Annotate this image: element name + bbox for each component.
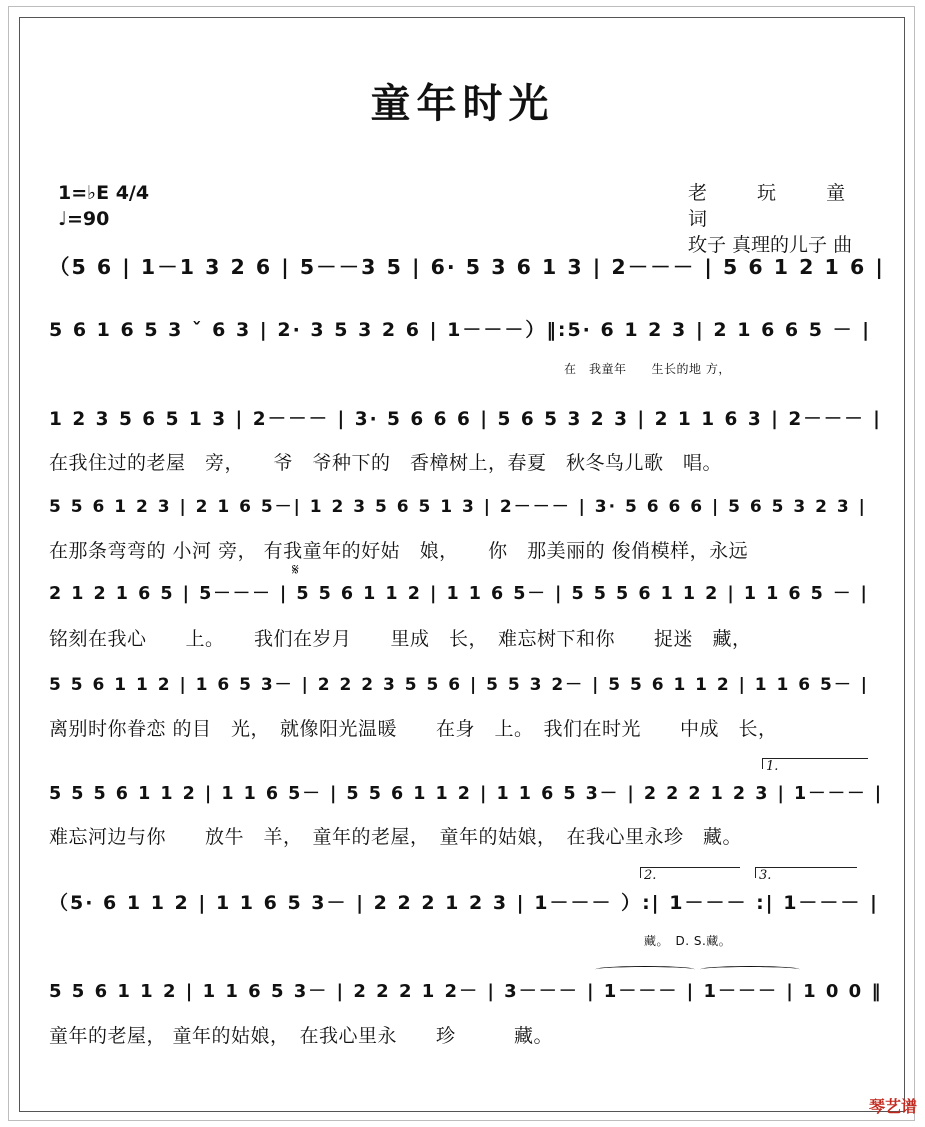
notation-line: 5 5 6 1 2 3 | 2 1 6 5－| 1 2 3 5 6 5 1 3 | 2－－－ | 3· 5 6 6 6 | 5 6 5 3 2 3 | [49,497,867,517]
lyric-line-2: 在 我童年 生长的地 方， [564,362,731,376]
lyricist-credit [688,180,884,232]
tie-arc [595,966,695,973]
song-title: 童年时光 [370,80,555,127]
composer-credit: 玫子 真理的儿子 曲 [688,234,853,256]
lyric-line-7: 难忘河边与你 放牛 羊， 童年的老屋， 童年的姑娘， 在我心里永珍 藏。 [49,826,743,848]
notation-line: 5 5 5 6 1 1 2 | 1 1 6 5－ | 5 5 6 1 1 2 | 1 1 6 5 3－ | 2 2 2 1 2 3 | 1－－－ | [49,784,884,804]
key-signature: 1=♭E 4/4 [58,182,150,204]
lyricist-text: 老 玩 童 词 [688,182,868,230]
key-tempo-block [58,180,149,232]
score-row-3 [49,405,885,431]
volta-first: 1. [762,758,868,769]
volta-third: 3. [755,867,857,878]
lyric-line-3: 在我住过的老屋 旁， 爷 爷种下的 香樟树上，春夏 秋冬鸟儿歌 唱。 [49,452,723,474]
credits-block [688,180,884,258]
volta-second: 2. [640,867,740,878]
notation-line: 5 5 6 1 1 2 | 1 6 5 3－ | 2 2 2 3 5 5 6 | 5 5 3 2－ | 5 5 6 1 1 2 | 1 1 6 5－ | [49,675,870,695]
notation-line: （5 6 | 1－1 3 2 6 | 5－－3 5 | 6· 5 3 6 1 3 | 2－－－ | 5 6 1 2 1 6 | [49,255,885,279]
tempo-marking: ♩=90 [58,208,110,230]
score-row-6 [49,670,885,695]
lyric-line-6: 离别时你眷恋 的目 光， 就像阳光温暖 在身 上。 我们在时光 中成 长， [49,718,778,740]
watermark-logo: 琴艺谱 [868,1097,917,1116]
score-row-5 [49,580,885,605]
score-row-9 [49,977,885,1003]
score-row-1 [49,250,885,280]
score-row-8 [49,888,885,915]
score-row-7 [49,780,885,805]
lyric-line-4: 在那条弯弯的 小河 旁， 有我童年的好姑 娘， 你 那美丽的 俊俏模样，永远 [49,540,749,562]
lyric-line-5: 铭刻在我心 上。 我们在岁月 里成 长， 难忘树下和你 捉迷 藏， [49,628,752,650]
tie-arc [700,966,800,973]
notation-line: 5 6 1 6 5 3 ˇ 6 3 | 2· 3 5 3 2 6 | 1－－－）‖:5· 6 1 2 3 | 2 1 6 6 5 － | [49,319,872,341]
segno-sign: 𝄋 [292,560,299,579]
notation-line: （5· 6 1 1 2 | 1 1 6 5 3－ | 2 2 2 1 2 3 | 1－－－ ）:| 1－－－ :| 1－－－ | [49,892,879,914]
lyric-line-8: 藏。 D. S.藏。 [644,934,732,948]
notation-line: 2 1 2 1 6 5 | 5－－－ | 5 5 6 1 1 2 | 1 1 6 5－ | 5 5 5 6 1 1 2 | 1 1 6 5 － | [49,584,869,604]
lyric-line-9: 童年的老屋， 童年的姑娘， 在我心里永 珍 藏。 [49,1025,554,1047]
score-row-2 [49,315,885,342]
score-row-4 [49,492,885,517]
notation-line: 5 5 6 1 1 2 | 1 1 6 5 3－ | 2 2 2 1 2－ | 3－－－ | 1－－－ | 1－－－ | 1 0 0 ‖ [49,981,883,1002]
site-watermark [732,1094,917,1120]
notation-line: 1 2 3 5 6 5 1 3 | 2－－－ | 3· 5 6 6 6 | 5 6 5 3 2 3 | 2 1 1 6 3 | 2－－－ | [49,409,882,430]
